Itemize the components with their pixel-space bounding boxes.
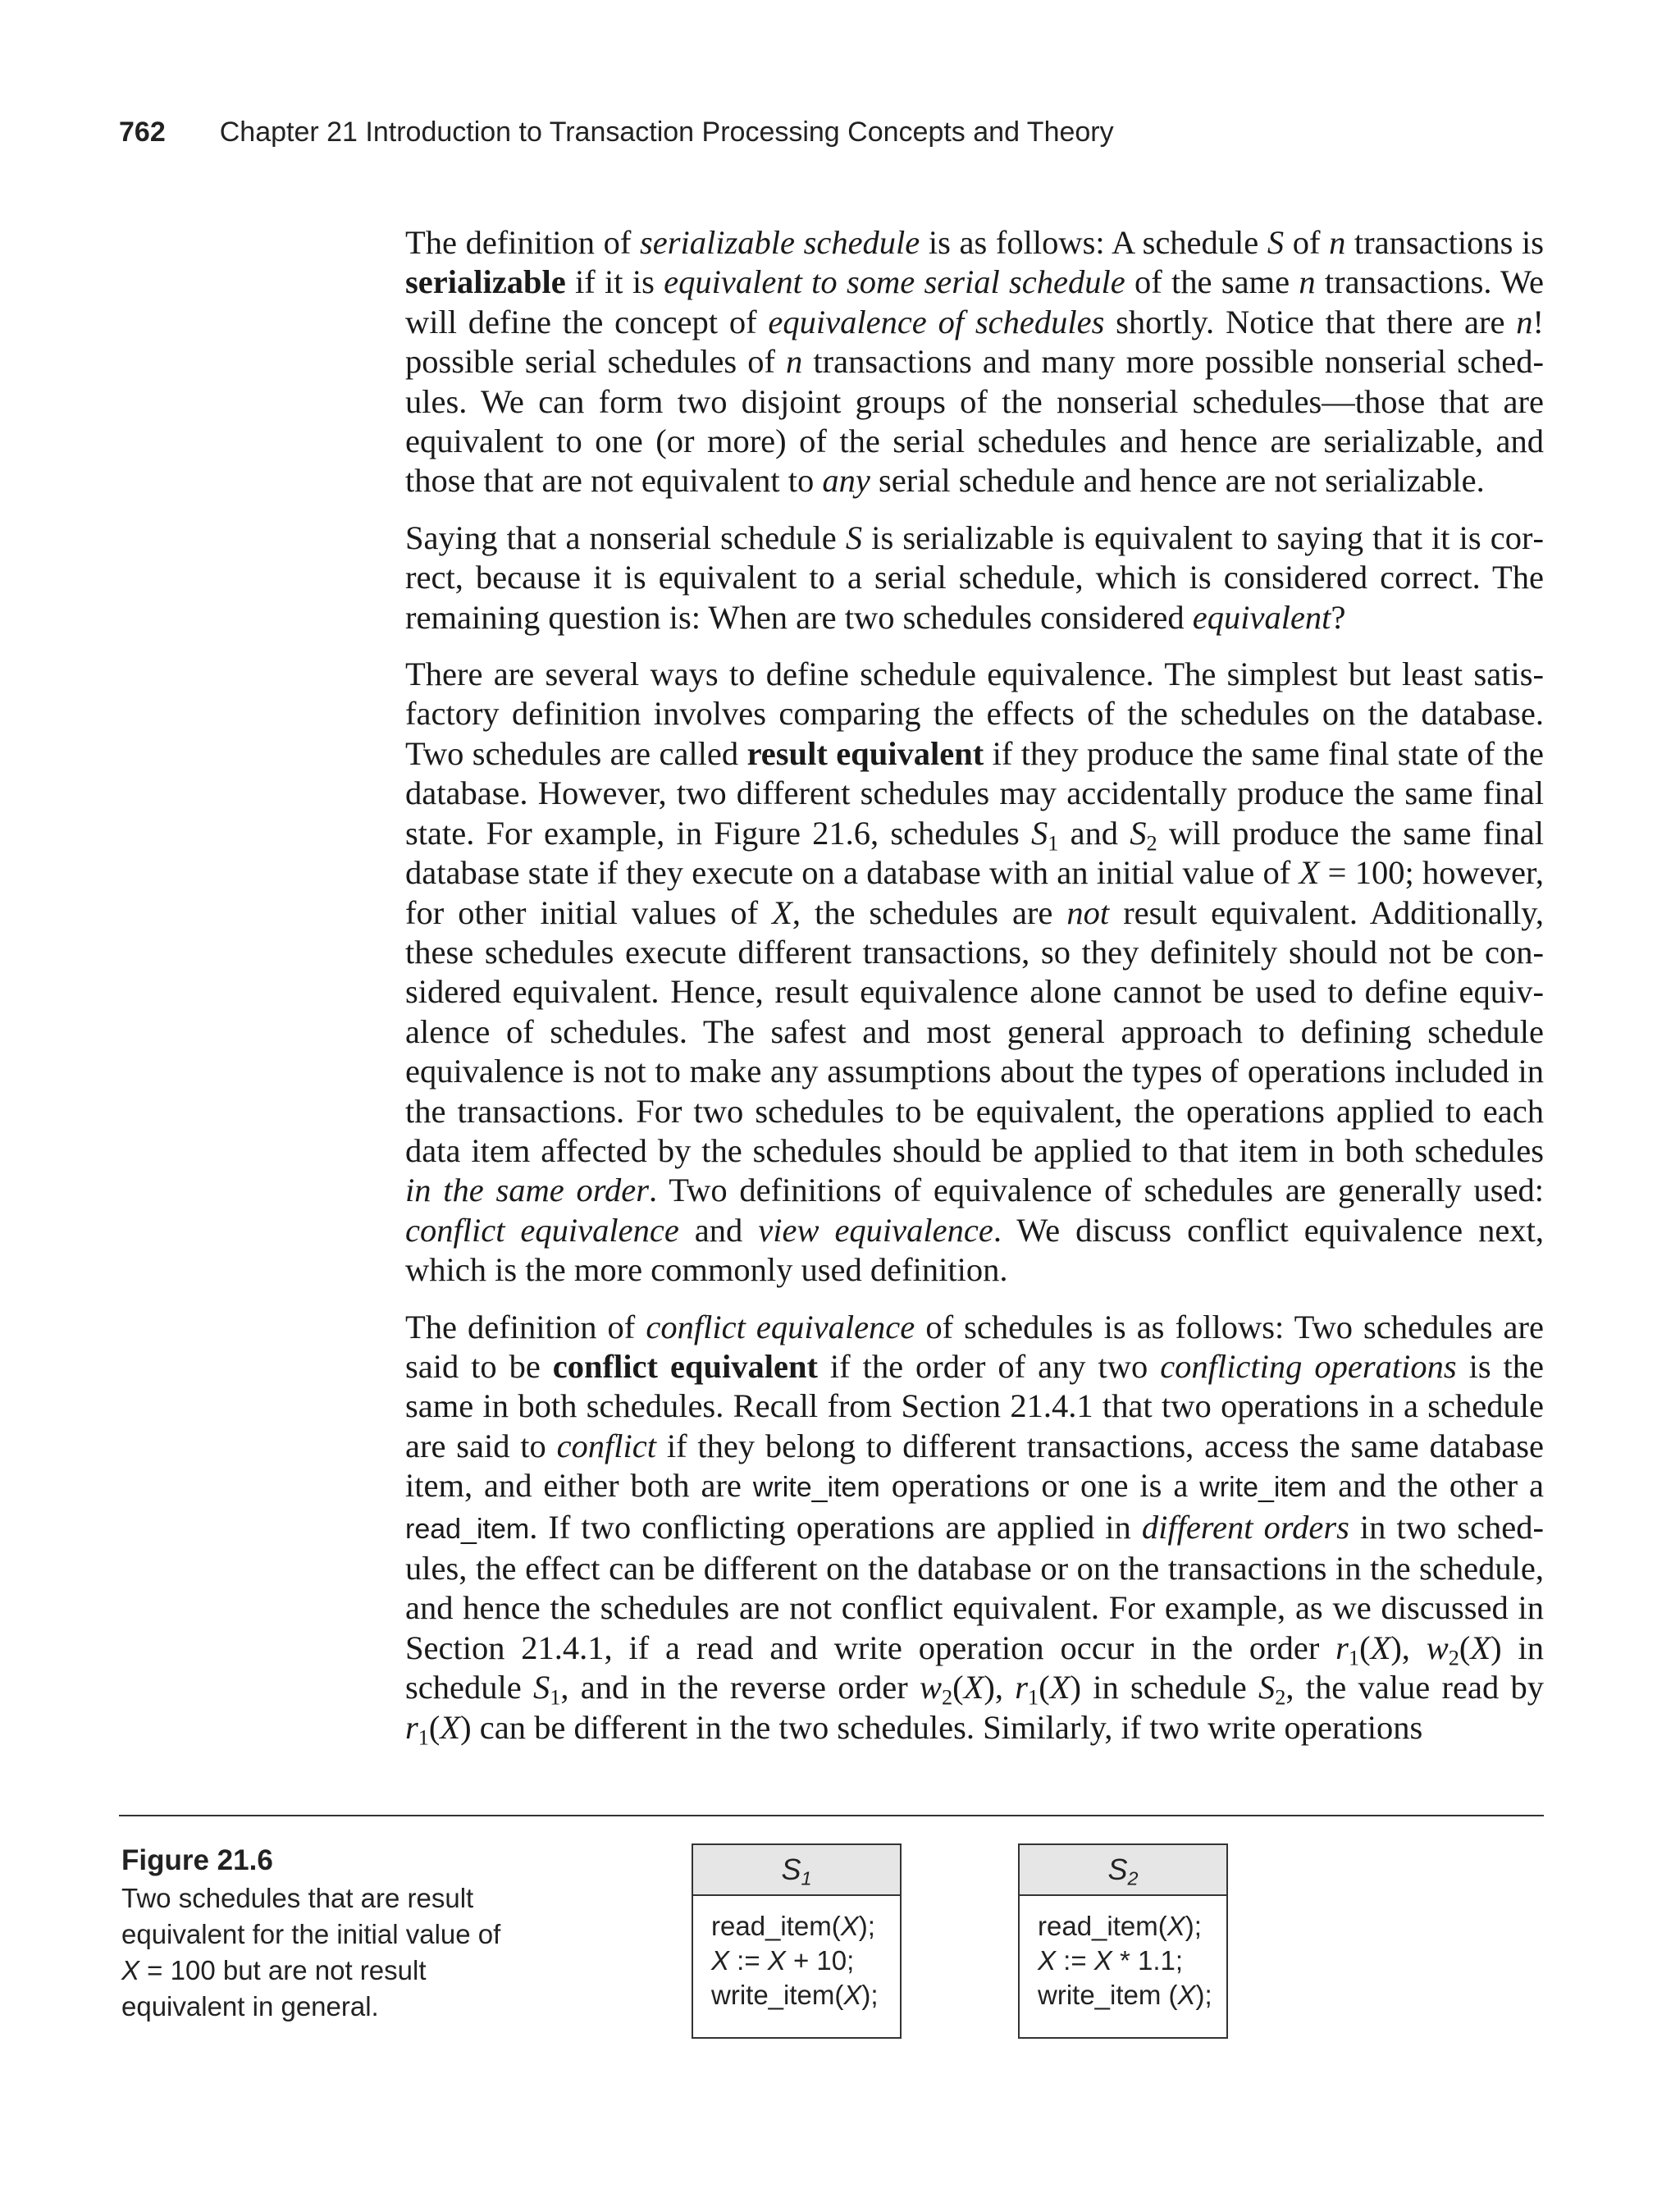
text-run: X (711, 1945, 730, 1976)
text-run: . If two conflicting operations are applied in (529, 1508, 1142, 1546)
text-run: 1 (1028, 1685, 1039, 1710)
text-run: := (729, 1945, 768, 1976)
body-text (405, 223, 1544, 1765)
paragraph-conflict-equivalence (405, 1308, 1544, 1747)
text-run: conflicting operations (1160, 1347, 1457, 1385)
text-run: S (845, 519, 863, 556)
text-run: X (121, 1955, 140, 1985)
chapter-title: Chapter 21 Introduction to Transaction Processing Concepts and Theory (219, 116, 1114, 148)
paragraph-result-equivalence (405, 655, 1544, 1291)
text-run: ? (1331, 598, 1346, 636)
schedule-s2-operations (1020, 1896, 1226, 2012)
text-run: S (1130, 814, 1147, 852)
text-run: X (1049, 1669, 1071, 1706)
figure-label: Figure 21.6 (121, 1844, 273, 1876)
text-run: is the same in both schedules. Recall from Section 21.4.1 that two operations in a schedule are said to (405, 1347, 1545, 1464)
text-run: ); (1195, 1980, 1212, 2010)
text-run: not (1066, 893, 1110, 931)
text-run: is serializable is equivalent to saying that it is correct, because it is equivalent to a serial schedule, which is considered correct. The remaining question is: When are two schedules considered (405, 519, 1544, 636)
text-run: , the value read by (1285, 1669, 1544, 1706)
text-run: transactions is (1345, 224, 1544, 261)
text-run: 1 (1348, 1646, 1360, 1670)
text-run: ) in schedule (405, 1629, 1544, 1706)
text-run: of the same (1125, 263, 1299, 301)
text-run: S (532, 1669, 550, 1706)
schedule-operation-line (711, 1909, 900, 1944)
text-run: operations or one is a (879, 1467, 1200, 1505)
page-number: 762 (119, 116, 166, 148)
text-run: ), (1390, 1629, 1427, 1666)
text-run: X (1370, 1629, 1391, 1666)
text-run: . Two definitions of equivalence of schedules are generally used: (649, 1172, 1544, 1209)
text-run: result equivalent. Additionally, these schedules execute different transactions, so they definitely should not be considered equivalent. Hence, result equivalence alone cannot be used to define equivalence of schedules. The safest and most general approach to defining schedule equivalence is not to make any assumptions about the types of operations included in the transactions. For two schedules to be equivalent, the operations applied to each data item affected by the schedules should be applied to that item in both schedules (405, 893, 1544, 1169)
text-run: There are several ways to define schedule equivalence. The simplest but least satisfactory definition involves comparing the effects of the schedules on the database. Two schedules are called (405, 656, 1544, 772)
text-run: Two schedules that are result equivalent for the initial value of (121, 1883, 501, 1949)
text-run: The definition of (405, 1308, 646, 1345)
text-run: read_item (405, 1513, 530, 1545)
text-run: conflict equivalence (405, 1211, 679, 1249)
text-run: X (1093, 1945, 1112, 1976)
paragraph-serializable-correctness (405, 519, 1544, 637)
text-run: X (843, 1980, 862, 2010)
figure-caption (121, 1843, 507, 2025)
schedule-s1-subscript: 1 (801, 1867, 812, 1889)
text-run: 2 (1275, 1685, 1286, 1710)
text-run: equivalent (1192, 598, 1331, 636)
text-run: ( (952, 1669, 964, 1706)
text-run: r (405, 1708, 418, 1746)
text-run: if it is (565, 263, 664, 301)
text-run: in the same order (405, 1172, 650, 1209)
paragraph-serializable-definition (405, 223, 1544, 501)
text-run: Saying that a nonserial schedule (405, 519, 846, 556)
text-run: and (678, 1211, 759, 1249)
text-run: 2 (1448, 1646, 1459, 1670)
schedule-operation-line (711, 1944, 900, 1978)
text-run: X (440, 1708, 461, 1746)
text-run: X (1299, 854, 1320, 892)
text-run: X (1166, 1911, 1185, 1941)
text-run: if the order of any two (817, 1347, 1161, 1385)
text-run: serializable schedule (639, 224, 920, 261)
text-run: X (1038, 1945, 1057, 1976)
text-run: different orders (1141, 1508, 1349, 1546)
schedule-s2-box (1018, 1843, 1228, 2039)
running-head (119, 116, 1114, 148)
schedule-s1-header (693, 1845, 900, 1896)
text-run: write_item ( (1038, 1980, 1178, 2010)
figure-caption-text (121, 1883, 500, 2022)
text-run: S (1267, 224, 1285, 261)
text-run: if they produce the same final state of the database. However, two different schedules may accidentally produce the same final state. For example, in Figure 21.6, schedules (405, 734, 1545, 852)
text-run: * 1.1; (1112, 1945, 1184, 1976)
text-run: X (963, 1669, 984, 1706)
text-run: w (1426, 1629, 1449, 1666)
text-run: X (772, 893, 792, 931)
text-run: transactions and many more possible nonserial schedules. We can form two disjoint groups of the nonserial schedules—those that are equivalent to one (or more) of the serial schedules and hence are serializable, and those that are not equivalent to (405, 343, 1544, 500)
text-run: r (1015, 1669, 1029, 1706)
text-run: n (786, 343, 803, 381)
text-run: n (1329, 224, 1346, 261)
text-run: conflict (556, 1427, 657, 1464)
text-run: X (1177, 1980, 1196, 2010)
schedule-operation-line (1038, 1978, 1226, 2012)
text-run: if they belong to different transactions, access the same database item, and either both are (405, 1427, 1544, 1505)
text-run: read_item( (1038, 1911, 1167, 1941)
text-run: is as follows: A schedule (920, 224, 1267, 261)
text-run: of schedules is as follows: Two schedules are said to be (405, 1308, 1544, 1385)
text-run: transactions. We will define the concept of (405, 263, 1544, 340)
text-run: write_item( (711, 1980, 844, 2010)
schedule-s1-operations (693, 1896, 900, 2012)
text-run: ( (428, 1708, 441, 1746)
text-run: in two schedules, the effect can be different on the database or on the transactions in the schedule, and hence the schedules are not conflict equivalent. For example, as we discussed in Section 21.4.1, if a read and write operation occur in the order (405, 1508, 1544, 1666)
text-run: . We discuss conflict equivalence next, which is the more commonly used definition. (405, 1211, 1544, 1289)
text-run: any (822, 462, 870, 500)
text-run: X (767, 1945, 786, 1976)
figure-divider (119, 1815, 1544, 1816)
text-run: , and in the reverse order (560, 1669, 920, 1706)
text-run: 2 (941, 1685, 953, 1710)
text-run: write_item (1199, 1472, 1327, 1504)
text-run: conflict equivalence (646, 1308, 915, 1345)
text-run: of (1284, 224, 1330, 261)
text-run: = 100; however, for other initial values of (405, 854, 1544, 931)
text-run: X (1470, 1629, 1491, 1666)
schedule-operation-line (1038, 1909, 1226, 1944)
text-run: ! possible serial schedules of (405, 303, 1545, 381)
text-run: ( (1039, 1669, 1050, 1706)
text-run: ); (858, 1911, 875, 1941)
text-run: ( (1359, 1629, 1371, 1666)
text-run: 1 (418, 1725, 429, 1749)
text-run: := (1056, 1945, 1094, 1976)
text-run: serial schedule and hence are not serializable. (870, 462, 1485, 500)
text-run: S (1258, 1669, 1276, 1706)
text-run: ( (1459, 1629, 1471, 1666)
text-run: ), (984, 1669, 1016, 1706)
text-run: will produce the same final database state if they execute on a database with an initial value of (405, 814, 1545, 892)
text-run: ) can be different in the two schedules. Similarly, if two write operations (460, 1708, 1423, 1746)
text-run: ) in schedule (1070, 1669, 1258, 1706)
text-run: n (1299, 263, 1316, 301)
text-run: result equivalent (746, 734, 984, 772)
text-run: 1 (550, 1685, 561, 1710)
schedule-s2-subscript: 2 (1127, 1867, 1139, 1889)
schedule-operation-line (711, 1978, 900, 2012)
text-run: + 10; (785, 1945, 855, 1976)
text-run: X (840, 1911, 859, 1941)
text-run: view equivalence (758, 1211, 993, 1249)
text-run: w (919, 1669, 942, 1706)
text-run: ); (861, 1980, 879, 2010)
schedule-s1-name: S (781, 1853, 801, 1886)
schedule-s2-name: S (1107, 1853, 1128, 1886)
text-run: ); (1185, 1911, 1202, 1941)
text-run: r (1335, 1629, 1349, 1666)
text-run: serializable (405, 263, 566, 301)
schedule-s1-box (692, 1843, 902, 2039)
text-run: conflict equivalent (552, 1347, 818, 1385)
text-run: The definition of (405, 224, 640, 261)
text-run: S (1030, 814, 1048, 852)
text-run: equivalent to some serial schedule (664, 263, 1125, 301)
text-run: 1 (1048, 831, 1059, 856)
text-run: equivalence of schedules (768, 303, 1105, 340)
schedule-operation-line (1038, 1944, 1226, 1978)
text-run: n (1516, 303, 1533, 340)
text-run: read_item( (711, 1911, 841, 1941)
text-run: 2 (1146, 831, 1157, 856)
text-run: write_item (752, 1472, 880, 1504)
text-run: shortly. Notice that there are (1104, 303, 1517, 340)
text-run: and the other a (1326, 1467, 1545, 1505)
text-run: and (1058, 814, 1130, 852)
schedule-s2-header (1020, 1845, 1226, 1896)
text-run: , the schedules are (792, 893, 1067, 931)
text-run: = 100 but are not result equivalent in general. (121, 1955, 427, 2022)
